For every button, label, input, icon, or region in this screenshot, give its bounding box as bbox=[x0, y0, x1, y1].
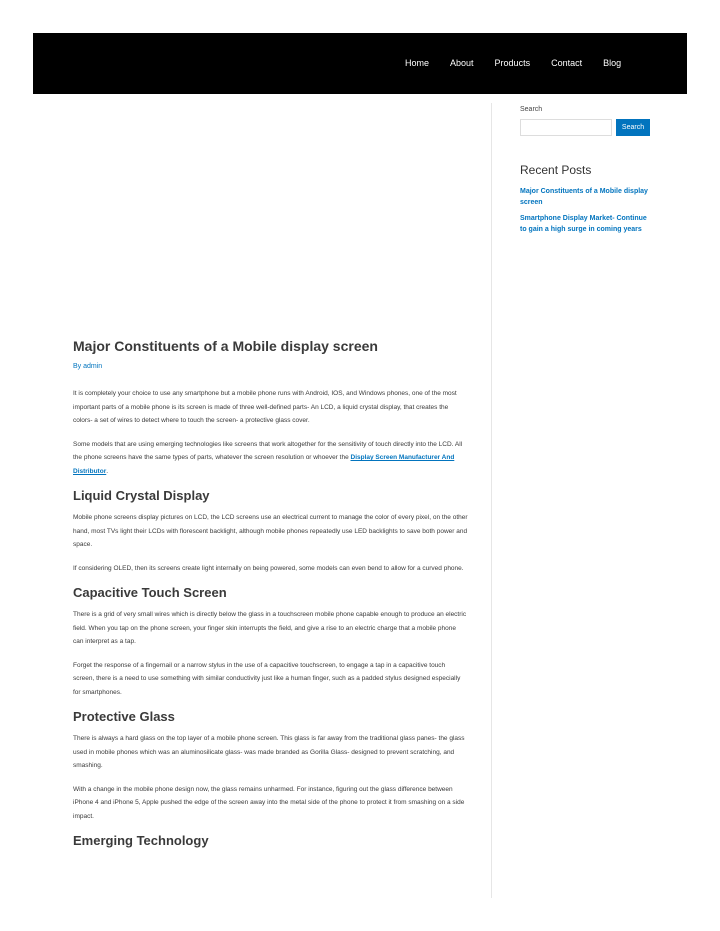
heading-glass: Protective Glass bbox=[73, 709, 175, 724]
sidebar bbox=[520, 106, 650, 241]
paragraph-end: . bbox=[106, 467, 109, 475]
nav-about[interactable]: About bbox=[450, 58, 474, 68]
heading-lcd: Liquid Crystal Display bbox=[73, 488, 210, 503]
nav-home[interactable]: Home bbox=[405, 58, 430, 68]
paragraph bbox=[73, 438, 468, 479]
nav-contact[interactable]: Contact bbox=[551, 58, 583, 68]
search-label: Search bbox=[520, 106, 543, 113]
article bbox=[73, 338, 468, 856]
paragraph: Mobile phone screens display pictures on LCD, the LCD screens use an electrical current to manage the color of every pixel, on the other hand, most TVs light their LCDs with florescent backlight, although mobile phones repeatedly use LED backlights to save both power and space. bbox=[73, 514, 468, 548]
heading-emerging: Emerging Technology bbox=[73, 833, 209, 848]
search-input[interactable] bbox=[520, 119, 612, 136]
post-title: Major Constituents of a Mobile display screen bbox=[73, 338, 378, 354]
paragraph: There is always a hard glass on the top layer of a mobile phone screen. This glass is far away from the traditional glass panes- the glass used in mobile phones which was an aluminosilicate glass- was made branded as Gorilla Glass- designed to prevent scratching, and smashing. bbox=[73, 735, 465, 769]
search-form bbox=[520, 119, 650, 136]
author-link[interactable]: admin bbox=[83, 363, 103, 370]
paragraph: Forget the response of a fingernail or a narrow stylus in the use of a capacitive touchscreen, to engage a tap in a capacitive touch screen, there is a need to use something with similar conductivity just like a human finger, such as a padded stylus designed especially for smartphones. bbox=[73, 661, 461, 696]
content-divider bbox=[491, 103, 492, 898]
byline-prefix: By bbox=[73, 363, 82, 370]
paragraph: There is a grid of very small wires which is directly below the glass in a touchscreen mobile phone capable enough to produce an electric field. When you tap on the phone screen, your finger skin interrupts the field, and give a rise to an electric charge that a mobile phone can interpret as a tap. bbox=[73, 611, 467, 645]
paragraph: With a change in the mobile phone design now, the glass remains unharmed. For instance, figuring out the glass difference between iPhone 4 and iPhone 5, Apple pushed the edge of the screen away into the metal side of the phone to protect it from smashing on a side impact. bbox=[73, 785, 465, 820]
site-header bbox=[33, 33, 687, 94]
paragraph: It is completely your choice to use any smartphone but a mobile phone runs with Android, IOS, and Windows phones, one of the most important parts of a mobile phone is its screen is made of three well-defined parts- An LCD, a liquid crystal display, that creates the colors- a set of wires to detect where to touch the screen- a protective glass cover. bbox=[73, 390, 457, 424]
manufacturer-link[interactable]: Display Screen Manufacturer And Distributor bbox=[73, 454, 455, 475]
recent-post-link[interactable]: Smartphone Display Market- Continue to gain a high surge in coming years bbox=[520, 215, 647, 233]
heading-touch: Capacitive Touch Screen bbox=[73, 585, 227, 600]
paragraph: If considering OLED, then its screens create light internally on being powered, some models can even bend to allow for a curved phone. bbox=[73, 564, 464, 572]
byline bbox=[73, 363, 468, 370]
paragraph-text: Some models that are using emerging technologies like screens that work altogether for the sensitivity of touch directly into the LCD. All the phone screens have the same types of parts, whatever the screen resolution or whoever the bbox=[73, 440, 463, 461]
recent-posts-title: Recent Posts bbox=[520, 163, 592, 177]
nav-blog[interactable]: Blog bbox=[603, 58, 622, 68]
recent-post-link[interactable]: Major Constituents of a Mobile display screen bbox=[520, 188, 648, 206]
search-button[interactable]: Search bbox=[616, 119, 650, 136]
nav-products[interactable]: Products bbox=[494, 58, 531, 68]
main-nav bbox=[405, 57, 642, 69]
